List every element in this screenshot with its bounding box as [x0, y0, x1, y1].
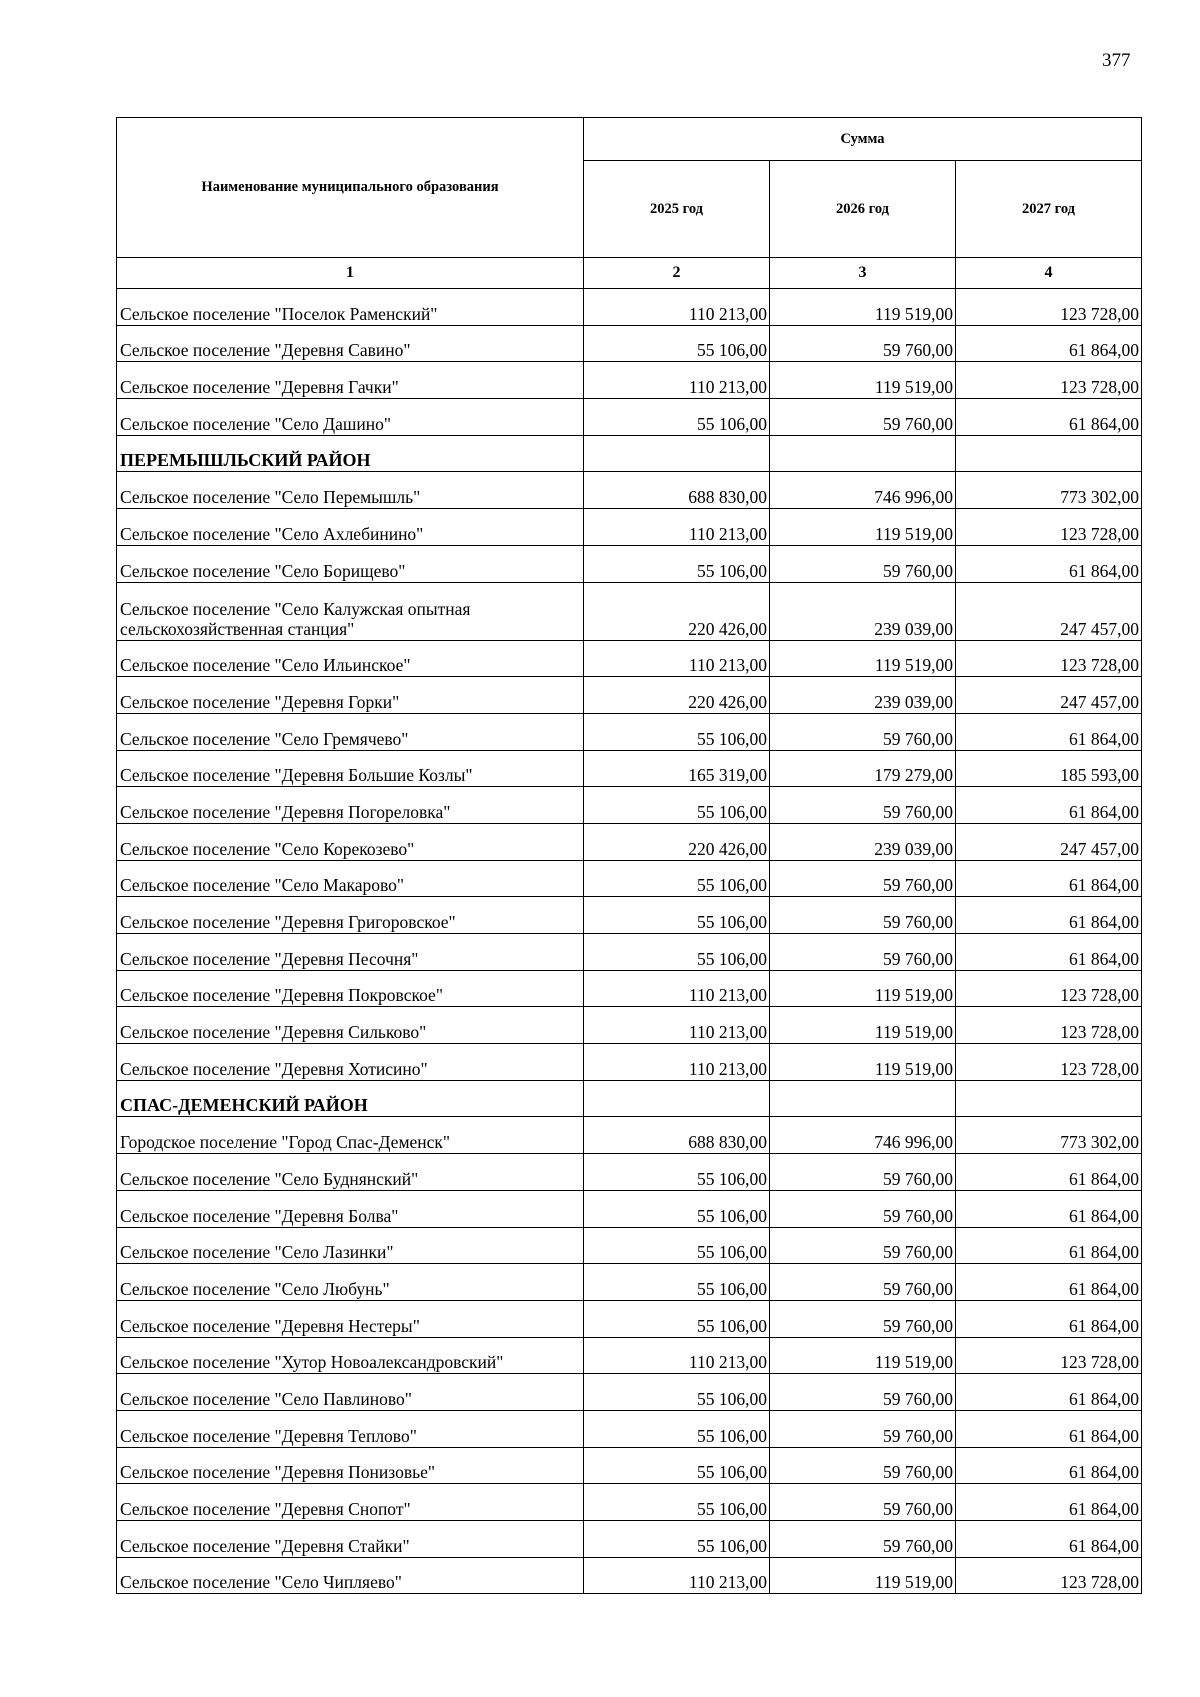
table-row	[117, 582, 1142, 640]
municipality-name: Сельское поселение "Деревня Болва"	[117, 1190, 584, 1227]
amount-2026: 119 519,00	[770, 1337, 956, 1374]
amount-2025: 55 106,00	[584, 1484, 770, 1521]
municipality-name: Сельское поселение "Село Макарово"	[117, 860, 584, 897]
amount-2027: 61 864,00	[956, 1374, 1142, 1411]
municipality-name: Сельское поселение "Деревня Песочня"	[117, 934, 584, 971]
column-number: 4	[956, 258, 1142, 289]
amount-2027: 61 864,00	[956, 325, 1142, 362]
table-row	[117, 1190, 1142, 1227]
amount-2025: 688 830,00	[584, 472, 770, 509]
header-sum: Сумма	[584, 118, 1142, 161]
budget-table	[116, 117, 1142, 1594]
amount-2027: 61 864,00	[956, 897, 1142, 934]
municipality-name: Сельское поселение "Деревня Покровское"	[117, 970, 584, 1007]
municipality-name: Сельское поселение "Деревня Григоровское"	[117, 897, 584, 934]
amount-2025: 110 213,00	[584, 1007, 770, 1044]
amount-2027: 123 728,00	[956, 289, 1142, 326]
municipality-name: Сельское поселение "Хутор Новоалександровский"	[117, 1337, 584, 1374]
table-row	[117, 472, 1142, 509]
amount-2026: 119 519,00	[770, 640, 956, 677]
amount-2026: 746 996,00	[770, 1117, 956, 1154]
amount-2027: 123 728,00	[956, 1337, 1142, 1374]
amount-2025: 55 106,00	[584, 1410, 770, 1447]
amount-2026: 119 519,00	[770, 1044, 956, 1081]
amount-2025: 55 106,00	[584, 1374, 770, 1411]
amount-2025: 110 213,00	[584, 1337, 770, 1374]
district-section-row	[117, 435, 1142, 472]
amount-2025: 165 319,00	[584, 750, 770, 787]
table-row	[117, 1300, 1142, 1337]
table-row	[117, 1264, 1142, 1301]
amount-2026	[770, 435, 956, 472]
table-row	[117, 1117, 1142, 1154]
amount-2025: 55 106,00	[584, 325, 770, 362]
amount-2026: 119 519,00	[770, 1557, 956, 1594]
amount-2027: 61 864,00	[956, 1521, 1142, 1558]
municipality-name: Сельское поселение "Село Гремячево"	[117, 713, 584, 750]
table-row	[117, 1044, 1142, 1081]
municipality-name: Сельское поселение "Деревня Понизовье"	[117, 1447, 584, 1484]
table-row	[117, 897, 1142, 934]
municipality-name: Сельское поселение "Село Любунь"	[117, 1264, 584, 1301]
amount-2025: 55 106,00	[584, 1154, 770, 1191]
district-section-row	[117, 1080, 1142, 1117]
amount-2026: 59 760,00	[770, 1154, 956, 1191]
municipality-name: Сельское поселение "Село Лазинки"	[117, 1227, 584, 1264]
municipality-name: Сельское поселение "Село Павлиново"	[117, 1374, 584, 1411]
amount-2027: 61 864,00	[956, 1227, 1142, 1264]
table-row	[117, 362, 1142, 399]
amount-2027: 61 864,00	[956, 399, 1142, 436]
amount-2026: 119 519,00	[770, 970, 956, 1007]
amount-2026: 119 519,00	[770, 509, 956, 546]
amount-2025: 55 106,00	[584, 860, 770, 897]
table-row	[117, 1227, 1142, 1264]
amount-2027: 61 864,00	[956, 1154, 1142, 1191]
district-name: ПЕРЕМЫШЛЬСКИЙ РАЙОН	[117, 435, 584, 472]
table-row	[117, 1374, 1142, 1411]
municipality-name: Сельское поселение "Село Ильинское"	[117, 640, 584, 677]
amount-2026: 179 279,00	[770, 750, 956, 787]
municipality-name: Сельское поселение "Деревня Теплово"	[117, 1410, 584, 1447]
amount-2026: 119 519,00	[770, 1007, 956, 1044]
amount-2025: 55 106,00	[584, 1447, 770, 1484]
amount-2025: 55 106,00	[584, 787, 770, 824]
municipality-name: Сельское поселение "Деревня Сильково"	[117, 1007, 584, 1044]
amount-2026: 59 760,00	[770, 860, 956, 897]
column-number: 3	[770, 258, 956, 289]
table-row	[117, 970, 1142, 1007]
table-row	[117, 509, 1142, 546]
amount-2025: 55 106,00	[584, 1227, 770, 1264]
amount-2026: 119 519,00	[770, 289, 956, 326]
amount-2025: 110 213,00	[584, 1044, 770, 1081]
amount-2025: 55 106,00	[584, 399, 770, 436]
municipality-name: Сельское поселение "Деревня Снопот"	[117, 1484, 584, 1521]
municipality-name: Сельское поселение "Село Перемышль"	[117, 472, 584, 509]
amount-2027: 61 864,00	[956, 934, 1142, 971]
municipality-name: Сельское поселение "Деревня Горки"	[117, 677, 584, 714]
table-row	[117, 1447, 1142, 1484]
table-row	[117, 934, 1142, 971]
table-row	[117, 823, 1142, 860]
table-row	[117, 289, 1142, 326]
header-year-2026: 2026 год	[770, 161, 956, 258]
amount-2025: 110 213,00	[584, 970, 770, 1007]
amount-2026: 59 760,00	[770, 1227, 956, 1264]
amount-2027: 773 302,00	[956, 472, 1142, 509]
amount-2026: 59 760,00	[770, 713, 956, 750]
amount-2027: 61 864,00	[956, 1190, 1142, 1227]
amount-2025: 220 426,00	[584, 677, 770, 714]
amount-2027: 61 864,00	[956, 1447, 1142, 1484]
amount-2026: 239 039,00	[770, 677, 956, 714]
municipality-name: Сельское поселение "Деревня Савино"	[117, 325, 584, 362]
municipality-name: Сельское поселение "Село Борищево"	[117, 545, 584, 582]
amount-2025: 55 106,00	[584, 1190, 770, 1227]
amount-2025	[584, 435, 770, 472]
amount-2026: 59 760,00	[770, 1264, 956, 1301]
amount-2027: 123 728,00	[956, 1044, 1142, 1081]
column-number: 2	[584, 258, 770, 289]
municipality-name: Сельское поселение "Деревня Хотисино"	[117, 1044, 584, 1081]
amount-2026: 59 760,00	[770, 545, 956, 582]
amount-2026: 59 760,00	[770, 787, 956, 824]
amount-2026: 239 039,00	[770, 582, 956, 640]
table-row	[117, 545, 1142, 582]
amount-2025: 55 106,00	[584, 1521, 770, 1558]
table-body	[117, 289, 1142, 1594]
table-row	[117, 750, 1142, 787]
municipality-name: Сельское поселение "Деревня Гачки"	[117, 362, 584, 399]
amount-2025: 220 426,00	[584, 582, 770, 640]
amount-2026: 239 039,00	[770, 823, 956, 860]
amount-2026: 59 760,00	[770, 934, 956, 971]
amount-2025: 110 213,00	[584, 1557, 770, 1594]
amount-2026: 59 760,00	[770, 1484, 956, 1521]
table-row	[117, 1410, 1142, 1447]
amount-2026: 59 760,00	[770, 1410, 956, 1447]
municipality-name: Сельское поселение "Деревня Погореловка"	[117, 787, 584, 824]
municipality-name: Сельское поселение "Деревня Стайки"	[117, 1521, 584, 1558]
municipality-name: Сельское поселение "Село Чипляево"	[117, 1557, 584, 1594]
table-row	[117, 640, 1142, 677]
table-row	[117, 1007, 1142, 1044]
amount-2027: 247 457,00	[956, 677, 1142, 714]
amount-2027: 123 728,00	[956, 640, 1142, 677]
amount-2027: 61 864,00	[956, 787, 1142, 824]
table-row	[117, 1557, 1142, 1594]
amount-2027: 61 864,00	[956, 860, 1142, 897]
amount-2027: 123 728,00	[956, 1007, 1142, 1044]
municipality-name: Сельское поселение "Деревня Большие Козлы"	[117, 750, 584, 787]
amount-2027: 61 864,00	[956, 1300, 1142, 1337]
amount-2025: 55 106,00	[584, 713, 770, 750]
amount-2027: 61 864,00	[956, 713, 1142, 750]
amount-2027: 773 302,00	[956, 1117, 1142, 1154]
district-name: СПАС-ДЕМЕНСКИЙ РАЙОН	[117, 1080, 584, 1117]
amount-2025: 55 106,00	[584, 897, 770, 934]
amount-2027: 123 728,00	[956, 970, 1142, 1007]
amount-2025: 688 830,00	[584, 1117, 770, 1154]
table-row	[117, 1484, 1142, 1521]
table-row	[117, 677, 1142, 714]
amount-2026: 59 760,00	[770, 1300, 956, 1337]
amount-2027: 61 864,00	[956, 1410, 1142, 1447]
amount-2027	[956, 435, 1142, 472]
amount-2026: 59 760,00	[770, 897, 956, 934]
amount-2027: 123 728,00	[956, 509, 1142, 546]
column-number: 1	[117, 258, 584, 289]
amount-2027: 247 457,00	[956, 823, 1142, 860]
amount-2027: 185 593,00	[956, 750, 1142, 787]
amount-2025: 220 426,00	[584, 823, 770, 860]
amount-2027	[956, 1080, 1142, 1117]
municipality-name: Сельское поселение "Село Ахлебинино"	[117, 509, 584, 546]
table-row	[117, 399, 1142, 436]
amount-2027: 247 457,00	[956, 582, 1142, 640]
amount-2026	[770, 1080, 956, 1117]
amount-2026: 746 996,00	[770, 472, 956, 509]
table-row	[117, 1154, 1142, 1191]
amount-2027: 61 864,00	[956, 1484, 1142, 1521]
amount-2026: 59 760,00	[770, 1521, 956, 1558]
municipality-name: Сельское поселение "Село Корекозево"	[117, 823, 584, 860]
amount-2026: 59 760,00	[770, 1447, 956, 1484]
amount-2026: 59 760,00	[770, 399, 956, 436]
amount-2027: 61 864,00	[956, 1264, 1142, 1301]
amount-2027: 123 728,00	[956, 1557, 1142, 1594]
amount-2025	[584, 1080, 770, 1117]
amount-2026: 59 760,00	[770, 1190, 956, 1227]
table-row	[117, 1521, 1142, 1558]
table-row	[117, 713, 1142, 750]
amount-2025: 55 106,00	[584, 1300, 770, 1337]
header-name-column: Наименование муниципального образования	[117, 118, 584, 258]
municipality-name: Сельское поселение "Село Дашино"	[117, 399, 584, 436]
header-year-2027: 2027 год	[956, 161, 1142, 258]
amount-2027: 61 864,00	[956, 545, 1142, 582]
amount-2027: 123 728,00	[956, 362, 1142, 399]
page-number: 377	[1102, 50, 1131, 71]
table-row	[117, 1337, 1142, 1374]
municipality-name: Сельское поселение "Село Буднянский"	[117, 1154, 584, 1191]
amount-2026: 119 519,00	[770, 362, 956, 399]
header-year-2025: 2025 год	[584, 161, 770, 258]
amount-2026: 59 760,00	[770, 325, 956, 362]
amount-2026: 59 760,00	[770, 1374, 956, 1411]
amount-2025: 110 213,00	[584, 640, 770, 677]
amount-2025: 55 106,00	[584, 1264, 770, 1301]
municipality-name: Сельское поселение "Деревня Нестеры"	[117, 1300, 584, 1337]
amount-2025: 110 213,00	[584, 509, 770, 546]
municipality-name: Городское поселение "Город Спас-Деменск"	[117, 1117, 584, 1154]
municipality-name: Сельское поселение "Село Калужская опытная сельскохозяйственная станция"	[117, 582, 584, 640]
amount-2025: 110 213,00	[584, 362, 770, 399]
amount-2025: 110 213,00	[584, 289, 770, 326]
amount-2025: 55 106,00	[584, 545, 770, 582]
table-header	[117, 118, 1142, 289]
table-row	[117, 860, 1142, 897]
table-row	[117, 325, 1142, 362]
table-row	[117, 787, 1142, 824]
amount-2025: 55 106,00	[584, 934, 770, 971]
municipality-name: Сельское поселение "Поселок Раменский"	[117, 289, 584, 326]
